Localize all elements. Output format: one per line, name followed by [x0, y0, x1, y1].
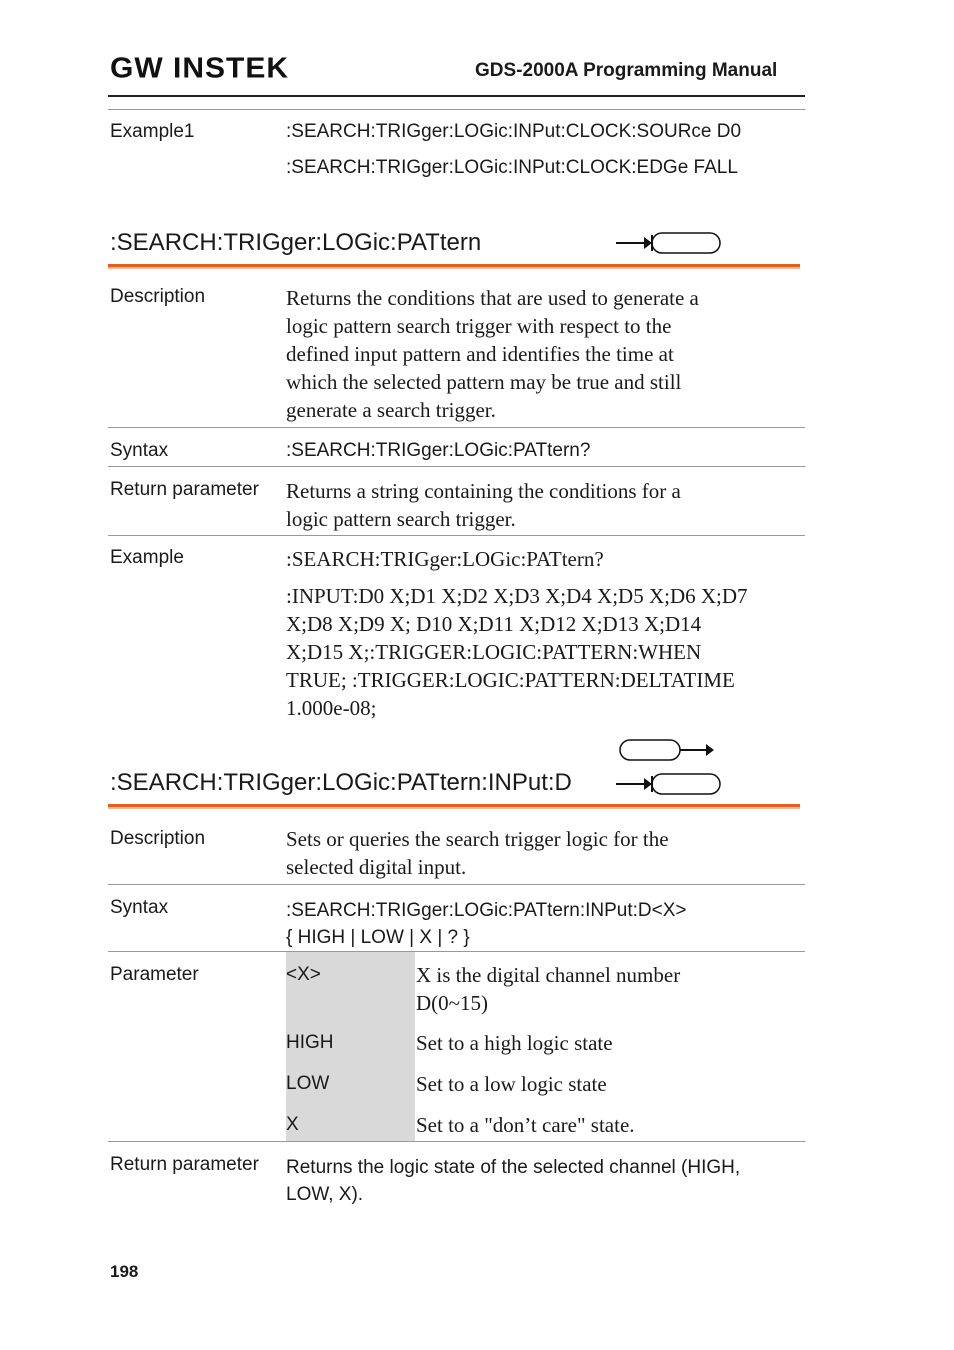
- parameter-desc: [416, 961, 680, 1017]
- return-line: logic pattern search trigger.: [286, 507, 516, 531]
- section1-title: :SEARCH:TRIGger:LOGic:PATtern: [110, 229, 482, 256]
- response-line: :INPUT:D0 X;D1 X;D2 X;D3 X;D4 X;D5 X;D6 X;D7: [286, 584, 748, 608]
- syntax-text: [286, 897, 687, 951]
- description-label: Description: [110, 828, 206, 849]
- gw-instek-logo: GW INSTEK: [110, 52, 289, 85]
- example1-label: Example1: [110, 121, 195, 142]
- query-arrow-icon: [614, 230, 724, 256]
- page-number: 198: [110, 1262, 139, 1281]
- description-text: [286, 284, 699, 424]
- return-label: Return parameter: [110, 1154, 259, 1175]
- return-text: [286, 477, 681, 533]
- description-line: selected digital input.: [286, 855, 467, 879]
- syntax-label: Syntax: [110, 897, 169, 918]
- section2-rule-shadow: [108, 807, 800, 809]
- description-text: [286, 825, 669, 881]
- divider: [108, 535, 805, 536]
- example1-line: :SEARCH:TRIGger:LOGic:INPut:CLOCK:SOURce D0: [286, 121, 742, 142]
- syntax-text: :SEARCH:TRIGger:LOGic:PATtern?: [286, 440, 591, 461]
- response-line: 1.000e-08;: [286, 696, 377, 720]
- return-line: Returns a string containing the conditions for a: [286, 479, 681, 503]
- example1-line: :SEARCH:TRIGger:LOGic:INPut:CLOCK:EDGe FALL: [286, 157, 738, 178]
- parameter-name: X: [286, 1114, 299, 1135]
- example-query: :SEARCH:TRIGger:LOGic:PATtern?: [286, 547, 604, 571]
- description-line: Returns the conditions that are used to generate a: [286, 286, 699, 310]
- parameter-desc-line: D(0~15): [416, 991, 489, 1015]
- divider: [108, 109, 805, 110]
- syntax-line: { HIGH | LOW | X | ? }: [286, 927, 470, 948]
- description-line: generate a search trigger.: [286, 398, 496, 422]
- response-line: X;D15 X;:TRIGGER:LOGIC:PATTERN:WHEN: [286, 640, 702, 664]
- header-rule: [108, 95, 805, 97]
- parameter-label: Parameter: [110, 964, 199, 985]
- description-line: defined input pattern and identifies the time at: [286, 342, 674, 366]
- query-arrow-icon: [614, 771, 724, 797]
- parameter-name: HIGH: [286, 1032, 334, 1053]
- return-text: [286, 1154, 740, 1208]
- response-line: TRUE; :TRIGGER:LOGIC:PATTERN:DELTATIME: [286, 668, 735, 692]
- section2-title: :SEARCH:TRIGger:LOGic:PATtern:INPut:D: [110, 769, 572, 796]
- divider: [108, 427, 805, 428]
- response-line: X;D8 X;D9 X; D10 X;D11 X;D12 X;D13 X;D14: [286, 612, 702, 636]
- return-label: Return parameter: [110, 479, 259, 500]
- example-label: Example: [110, 547, 184, 568]
- syntax-line: :SEARCH:TRIGger:LOGic:PATtern:INPut:D<X>: [286, 900, 687, 921]
- parameter-desc: Set to a low logic state: [416, 1072, 607, 1096]
- return-line: LOW, X).: [286, 1184, 364, 1205]
- parameter-desc-line: X is the digital channel number: [416, 963, 681, 987]
- syntax-label: Syntax: [110, 440, 169, 461]
- divider: [108, 1141, 805, 1142]
- parameter-name: <X>: [286, 964, 321, 985]
- divider: [108, 884, 805, 885]
- parameter-name: LOW: [286, 1073, 330, 1094]
- description-line: Sets or queries the search trigger logic for the: [286, 827, 669, 851]
- divider: [108, 466, 805, 467]
- parameter-desc: Set to a "don’t care" state.: [416, 1113, 635, 1137]
- description-line: which the selected pattern may be true and still: [286, 370, 682, 394]
- set-arrow-icon: [618, 737, 718, 763]
- divider: [108, 951, 805, 952]
- example-response: [286, 582, 748, 722]
- section1-rule-shadow: [108, 267, 800, 269]
- description-line: logic pattern search trigger with respect to the: [286, 314, 672, 338]
- return-line: Returns the logic state of the selected channel (HIGH,: [286, 1157, 741, 1178]
- description-label: Description: [110, 286, 206, 307]
- manual-title: GDS-2000A Programming Manual: [475, 60, 778, 81]
- parameter-desc: Set to a high logic state: [416, 1031, 613, 1055]
